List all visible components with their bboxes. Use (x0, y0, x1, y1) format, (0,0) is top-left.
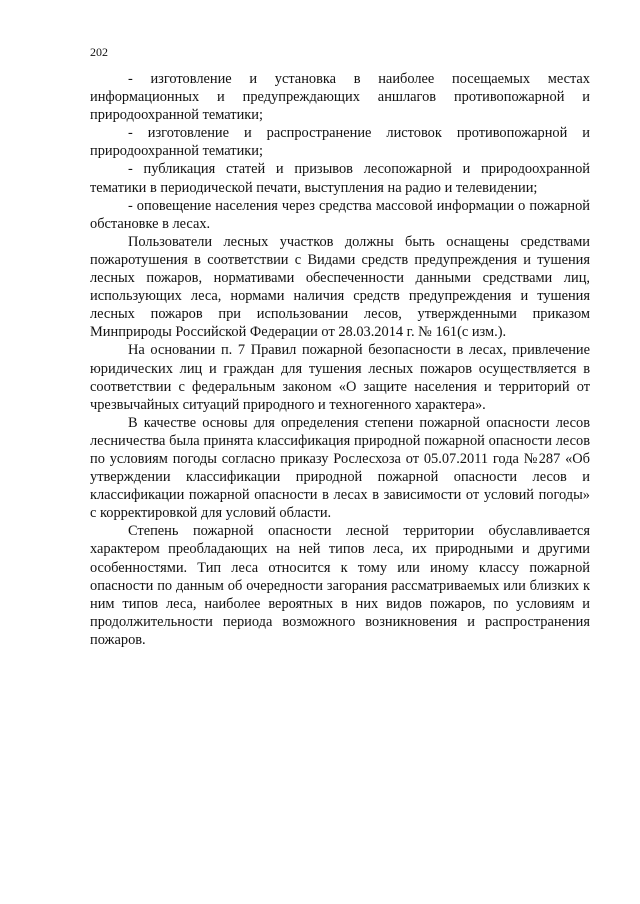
list-item-signage: - изготовление и установка в наиболее посещаемых местах информационных и предупреждающих аншлагов противопожарной и природоохранной тематики; (90, 71, 590, 124)
paragraph-equipment: Пользователи лесных участков должны быть оснащены средствами пожаротушения в соответствии с Видами средств предупреждения и тушения лесных пожаров, нормативами обеспеченности данными средствами лиц, использующих леса, нормами наличия средств предупреждения и тушения лесных пожаров при использовании лесов, утвержденными приказом Минприроды Российской Федерации от 28.03.2014 г. № 161(с изм.). (90, 233, 590, 341)
paragraph-fire-rules: На основании п. 7 Правил пожарной безопасности в лесах, привлечение юридических лиц и граждан для тушения лесных пожаров осуществляется в соответствии с федеральным законом «О защите населения и территорий от чрезвычайных ситуаций природного и техногенного характера». (90, 342, 590, 413)
paragraph-fire-danger-degree: Степень пожарной опасности лесной территории обуславливается характером преобладающих на ней типов леса, их природными и другими особенностями. Тип леса относится к тому или иному классу пожарной опасности по данным об очередности загорания рассматриваемых или близких к ним типов леса, наиболее вероятных в них видов пожаров, по условиям и продолжительности периода возможного возникновения и распространения пожаров. (90, 523, 590, 648)
list-item-notification: - оповещение населения через средства массовой информации о пожарной обстановке в лесах. (90, 197, 590, 232)
list-item-publications: - публикация статей и призывов лесопожарной и природоохранной тематики в периодической печати, выступления на радио и телевидении; (90, 161, 590, 196)
document-body (90, 70, 590, 649)
list-item-leaflets: - изготовление и распространение листовок противопожарной и природоохранной тематики; (90, 125, 590, 160)
page-number: 202 (90, 45, 108, 59)
paragraph-classification: В качестве основы для определения степени пожарной опасности лесов лесничества была принята классификация природной пожарной опасности лесов по условиям погоды согласно приказу Рослесхоза от 05.07.2011 года №287 «Об утверждении классификации природной пожарной опасности лесов и классификации пожарной опасности в лесах в зависимости от условий погоды» с корректировкой для условий области. (90, 414, 590, 522)
